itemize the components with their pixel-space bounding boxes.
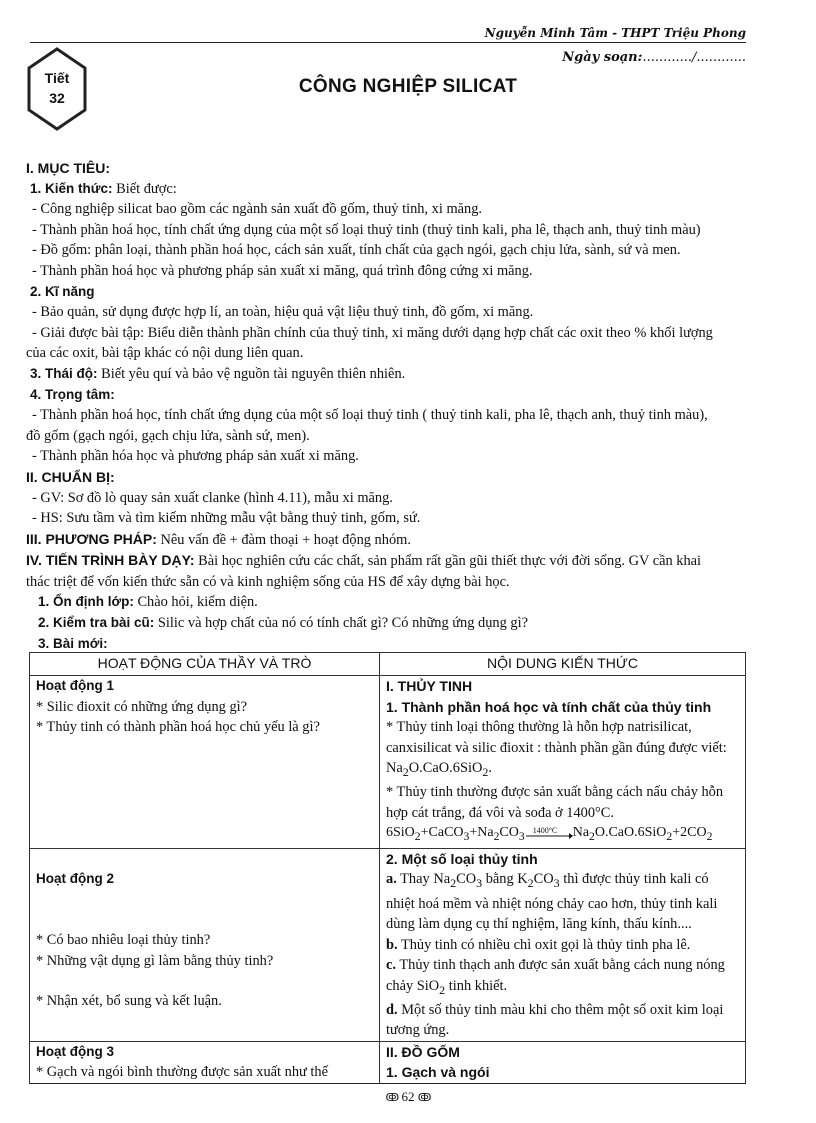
item-label: a. [386, 871, 397, 888]
list-item: - GV: Sơ đồ lò quay sản xuất clanke (hình 4.11), mẫu xi măng. [32, 489, 393, 506]
content-cell [380, 848, 746, 1041]
teacher-question: * Thủy tinh có thành phần hoá học chủ yếu là gì? [36, 719, 320, 735]
lesson-table [29, 652, 746, 1084]
activity-cell [30, 1041, 380, 1083]
ornament-left-icon: ↂ [385, 1092, 399, 1104]
activity-title: Hoạt động 2 [36, 870, 114, 886]
arrow-condition: 1400°C [532, 826, 558, 836]
teacher-question: * Nhận xét, bổ sung và kết luận. [36, 993, 222, 1010]
glass-equation: $6SiO_2+CaCO_3+Na_2CO_3$ 1400°C $Na_2O.CaO.6SiO_2+2CO_2$ [386, 823, 739, 847]
table-row [30, 848, 746, 1041]
review-line [26, 613, 748, 634]
attitude-label: 3. Thái độ: [30, 365, 98, 381]
badge-label: Tiết [44, 70, 70, 86]
reaction-arrow [525, 826, 573, 840]
glass-type-b [386, 935, 739, 956]
header-rule [30, 42, 746, 43]
activity-cell [30, 676, 380, 849]
process-label: IV. TIẾN TRÌNH BÀY DẠY: [26, 552, 195, 569]
list-item: - Công nghiệp silicat bao gồm các ngành sản xuất đồ gốm, thuỷ tinh, xi măng. [32, 201, 483, 218]
content-paragraph: * Thủy tinh thường được sản xuất bằng cách nấu chảy hỗn hợp cát trắng, đá vôi và sođa ở 1400°C. [386, 784, 724, 821]
content-text: Thủy tinh thạch anh được sản xuất bằng cách nung nóng chảy [386, 957, 725, 994]
activity-title: Hoạt động 1 [36, 678, 114, 693]
footer-rule [30, 1083, 746, 1084]
teacher-question: * Những vật dụng gì làm bằng thủy tinh? [36, 952, 274, 969]
section-process [26, 550, 748, 572]
table-header-activity: HOẠT ĐỘNG CỦA THẦY VÀ TRÒ [30, 653, 380, 676]
attitude-text: Biết yêu quí và bảo vệ nguồn tài nguyên thiên nhiên. [97, 365, 406, 382]
content-title: I. THỦY TINH [386, 678, 473, 694]
list-item: - Thành phần hóa học và phương pháp sản xuất xi măng. [32, 448, 359, 465]
teacher-question: * Gạch và ngói bình thường được sản xuất như thế [36, 1064, 329, 1081]
content-text: Thủy tinh có nhiều chì oxit gọi là thủy tinh pha lê. [397, 936, 691, 953]
new-lesson-label: 3. Bài mới: [38, 635, 108, 651]
focus-label: 4. Trọng tâm: [30, 386, 115, 402]
list-item: - Thành phần hoá học, tính chất ứng dụng của một số loại thuỷ tinh (thuỷ tinh kali, pha lê, thạch anh, thuỷ tinh màu) [32, 221, 701, 238]
list-item: - Thành phần hoá học, tính chất ứng dụng của một số loại thuỷ tinh ( thuỷ tinh kali, pha lê, thạch anh, thuỷ tinh màu), [32, 407, 708, 424]
date-label: Ngày soạn: [562, 50, 643, 65]
teacher-question: * Silic đioxit có những ứng dụng gì? [36, 698, 248, 715]
page-number: 62 [401, 1089, 415, 1104]
focus-heading [26, 385, 748, 406]
content-cell [380, 1041, 746, 1083]
content-text: Thay [396, 871, 434, 888]
review-text: Silic và hợp chất của nó có tính chất gì? Có những ứng dụng gì? [154, 615, 529, 632]
review-label: 2. Kiểm tra bài cũ: [38, 615, 155, 631]
list-item: - HS: Sưu tầm và tìm kiếm những mẫu vật bằng thuỷ tinh, gốm, sứ. [32, 510, 421, 527]
knowledge-text: Biết được: [112, 180, 177, 197]
section-preparation: II. CHUẨN BỊ: [26, 468, 115, 485]
activity-cell [30, 848, 380, 1041]
content-text: Một số thủy tinh màu khi cho thêm một số oxit kim loại tương ứng. [386, 1001, 724, 1039]
table-header-content: NỘI DUNG KIẾN THỨC [380, 653, 746, 676]
list-item: - Bảo quản, sử dụng được hợp lí, an toàn, hiệu quả vật liệu thuỷ tinh, đồ gốm, xi măng. [32, 304, 534, 321]
skills-heading [26, 282, 748, 303]
lesson-body [26, 158, 748, 654]
author-line: Nguyễn Minh Tâm - THPT Triệu Phong [484, 26, 746, 40]
content-subtitle: 1. Thành phần hoá học và tính chất của thủy tinh [386, 698, 712, 715]
glass-type-d [386, 1000, 739, 1041]
activity-title: Hoạt động 3 [36, 1043, 114, 1059]
stabilize-line [26, 592, 748, 613]
item-label: d. [386, 1001, 398, 1018]
content-paragraph [386, 717, 739, 782]
glass-type-a [386, 869, 739, 934]
content-subtitle: 2. Một số loại thủy tinh [386, 850, 538, 867]
formula: SiO$_2$ [416, 977, 446, 997]
ornament-right-icon: ↂ [417, 1092, 431, 1104]
badge-number: 32 [49, 90, 65, 106]
content-title: II. ĐỒ GỐM [386, 1043, 460, 1060]
method-label: III. PHƯƠNG PHÁP: [26, 530, 157, 547]
page-title: CÔNG NGHIỆP SILICAT [298, 76, 518, 97]
list-item: - Đồ gốm: phân loại, thành phần hoá học, cách sản xuất, tính chất của gạch ngói, gạch chịu lửa, sành, sứ và men. [32, 242, 681, 259]
formula: $Na_2CO_3$ [433, 871, 483, 891]
list-item: - Giải được bài tập: Biểu diễn thành phần chính của thuỷ tinh, xi măng dưới dạng hợp chất các oxit theo % khối lượng [32, 324, 713, 341]
content-cell [380, 676, 746, 849]
arrow-icon [525, 827, 573, 841]
table-header-row [30, 653, 746, 676]
process-text: Bài học nghiên cứu các chất, sản phẩm rất gần gũi thiết thực với đời sống. GV cần khai [194, 553, 702, 570]
section-method [26, 529, 748, 551]
glass-type-c [386, 955, 739, 1000]
content-text: thì được thủy tinh kali có nhiệt hoá mềm và nhiệt nóng chảy cao hơn, thủy tinh kali dùng làm dụng cụ thí nghiệm, lăng kính, thấu kính.... [386, 871, 718, 933]
teacher-question: * Có bao nhiêu loại thủy tinh? [36, 932, 211, 949]
table-row [30, 676, 746, 849]
content-text: bằng [482, 871, 518, 888]
item-label: c. [386, 957, 396, 974]
list-item-continuation: đồ gốm (gạch ngói, gạch chịu lửa, sành sứ, men). [26, 427, 310, 444]
date-line [562, 50, 746, 65]
content-subtitle: 1. Gạch và ngói [386, 1064, 490, 1081]
attitude-line [26, 364, 748, 385]
page-footer [0, 1089, 816, 1105]
list-item: - Thành phần hoá học và phương pháp sản xuất xi măng, quá trình đông cứng xi măng. [32, 262, 533, 279]
date-blank: ............/............ [642, 50, 746, 65]
section-objectives: I. MỤC TIÊU: [26, 160, 110, 176]
knowledge-label: 1. Kiến thức: [30, 180, 113, 196]
glass-formula: $Na_2O.CaO.6SiO_2$. [386, 760, 492, 779]
knowledge-heading [26, 179, 748, 200]
skills-label: 2. Kĩ năng [30, 283, 95, 299]
stabilize-text: Chào hỏi, kiểm diện. [133, 594, 258, 611]
content-text: * Thủy tinh loại thông thường là hỗn hợp natrisilicat, canxisilicat và silic đioxit : thành phần gần đúng được viết: [386, 719, 727, 756]
process-continuation: thác triệt để vốn kiến thức sẵn có và kinh nghiệm sống của HS để xây dựng bài học. [26, 573, 510, 590]
table-row [30, 1041, 746, 1083]
item-label: b. [386, 936, 398, 953]
formula: $K_2CO_3$ [517, 871, 560, 891]
method-text: Nêu vấn đề + đàm thoại + hoạt động nhóm. [156, 531, 411, 548]
content-text: tinh khiết. [445, 977, 508, 994]
list-item-continuation: của các oxit, bài tập khác có nội dung liên quan. [26, 345, 304, 362]
stabilize-label: 1. Ổn định lớp: [38, 594, 134, 610]
